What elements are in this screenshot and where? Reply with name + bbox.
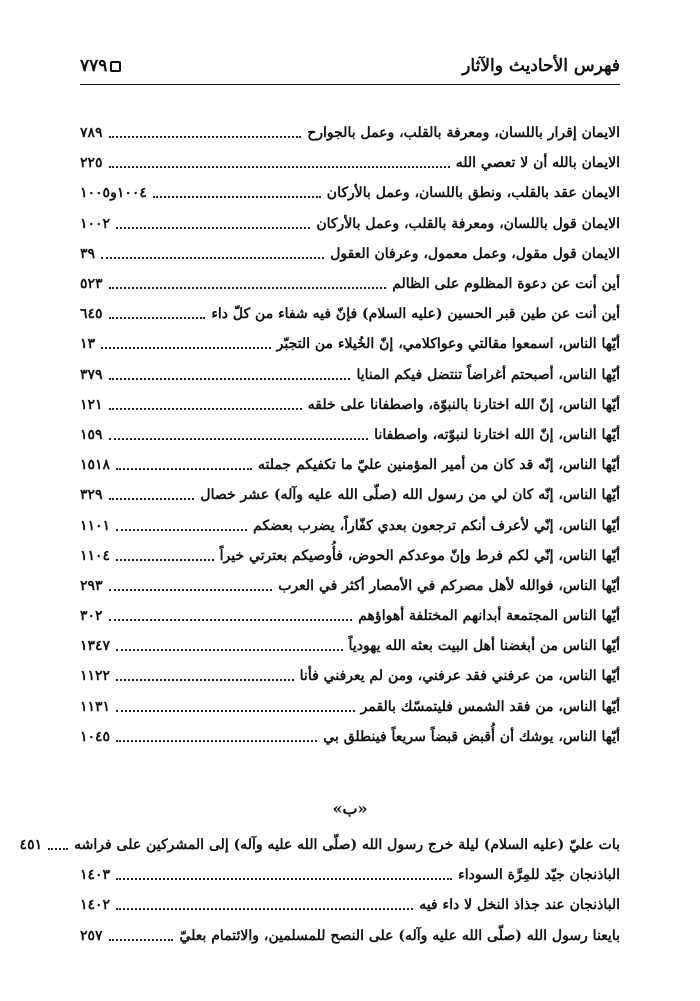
index-entry (80, 269, 620, 299)
index-entry (80, 299, 620, 329)
page-title: فهرس الأحاديث والآثار (462, 56, 620, 76)
dot-leader (116, 679, 294, 681)
index-entry (80, 209, 620, 239)
entry-text: أين أنت عن طين قبر الحسين (عليه السلام) فإنّ فيه شفاء من كلّ داء (211, 306, 620, 323)
index-entry (80, 661, 620, 691)
index-entry (80, 239, 620, 269)
dot-leader (109, 438, 369, 440)
entry-page-number: ٣٧٩ (80, 366, 103, 383)
dot-leader (116, 710, 355, 712)
entry-text: الايمان قول باللسان، ومعرفة بالقلب، وعمل بالأركان (316, 215, 620, 232)
dot-leader (48, 848, 68, 850)
dot-leader (116, 227, 310, 229)
page-number (80, 56, 121, 76)
index-entry (80, 450, 620, 480)
dot-leader (116, 529, 247, 531)
entry-text: الباذنجان جيّد للمِرَّة السوداء (458, 867, 620, 884)
index-entry (80, 692, 620, 722)
entry-page-number: ١٢١ (80, 396, 103, 413)
entry-page-number: ١٠٤٥ (80, 728, 111, 745)
entry-page-number: ٥٢٣ (80, 276, 103, 293)
entry-text: أيّها الناس، إنّ الله اختارنا بالنبوّة، واصطفانا على خلقه (307, 396, 620, 413)
index-entry (80, 890, 620, 920)
index-entry (80, 360, 620, 390)
index-list-ba (19, 830, 620, 951)
dot-leader (116, 908, 413, 910)
entry-text: بات عليّ (عليه السلام) ليلة خرج رسول الله (صلّى الله عليه وآله) إلى المشركين على فراشه (74, 837, 620, 854)
page-header (80, 52, 620, 82)
dot-leader (116, 649, 342, 651)
entry-page-number: ١٤٠٢ (80, 897, 111, 914)
index-entry (80, 601, 620, 631)
entry-text: الايمان قول مقول، وعمل معمول، وعرفان العقول (330, 245, 620, 262)
index-list-alif (80, 118, 620, 752)
entry-page-number: ٣٠٢ (80, 608, 103, 625)
entry-text: أيّها الناس، من فقد الشمس فليتمسّك بالقمر (360, 698, 620, 715)
entry-page-number: ١١٢٢ (80, 668, 111, 685)
entry-page-number: ١٥١٨ (80, 457, 111, 474)
dot-leader (116, 559, 214, 561)
entry-page-number: ١٣٤٧ (80, 638, 111, 655)
index-entry (80, 921, 620, 951)
entry-page-number: ١٠٠٤و١٠٠٥ (80, 185, 147, 202)
dot-leader (109, 166, 450, 168)
index-entry (80, 178, 620, 208)
dot-leader (109, 136, 302, 138)
entry-page-number: ٣٢٩ (80, 487, 103, 504)
entry-text: بايعنا رسول الله (صلّى الله عليه وآله) على النصح للمسلمين، والائتمام بعليّ (179, 927, 620, 944)
entry-text: أيّها الناس، فوالله لأهل مصركم في الأمصار أكثر في العرب (278, 577, 620, 594)
entry-text: أيّها الناس، إنّه قد كان من أمير المؤمنين عليّ ما تكفيكم جملته (257, 457, 620, 474)
header-rule (80, 84, 620, 85)
entry-page-number: ١٤٠٣ (80, 867, 111, 884)
entry-page-number: ١٠٠٢ (80, 215, 111, 232)
entry-text: الباذنجان عند جذاذ النخل لا داء فيه (419, 897, 620, 914)
entry-page-number: ١١٠٤ (80, 547, 111, 564)
index-entry (80, 390, 620, 420)
entry-text: أيّها الناس، من عرفني فقد عرفني، ومن لم يعرفني فأنا (299, 668, 620, 685)
dot-leader (101, 257, 324, 259)
index-entry (80, 860, 620, 890)
dot-leader (101, 347, 271, 349)
entry-text: أيّها الناس، إنّي لأعرف أنكم ترجعون بعدي كفّاراً، يضرب بعضكم (253, 517, 620, 534)
dot-leader (116, 878, 452, 880)
dot-leader (153, 196, 321, 198)
entry-page-number: ١٣ (80, 336, 96, 353)
entry-text: الايمان إقرار باللسان، ومعرفة بالقلب، وعمل بالجوارح (307, 125, 620, 142)
entry-page-number: ٦٤٥ (80, 306, 103, 323)
entry-text: الايمان بالله أن لا تعصي الله (455, 155, 620, 172)
index-entry (80, 541, 620, 571)
index-entry (80, 510, 620, 540)
dot-leader (109, 939, 174, 941)
dot-leader (109, 498, 195, 500)
entry-text: أيّها الناس، يوشك أن أُقبض قبضاً سريعاً فينطلق بي (323, 728, 620, 745)
index-entry (80, 722, 620, 752)
entry-page-number: ١٥٩ (80, 426, 103, 443)
dot-leader (116, 740, 317, 742)
entry-text: أيّها الناس، إنّي لكم فرط وإنّ موعدكم الحوض، فأُوصيكم بعترتي خيراً (219, 547, 620, 564)
section-heading-ba: «ب» (332, 799, 368, 818)
entry-text: أيّها الناس من أبغضنا أهل البيت بعثه الله يهودياً (348, 638, 620, 655)
dot-leader (109, 619, 353, 621)
entry-text: الايمان عقد بالقلب، ونطق باللسان، وعمل بالأركان (326, 185, 620, 202)
entry-page-number: ٢٢٥ (80, 155, 103, 172)
index-entry (80, 480, 620, 510)
index-entry (80, 420, 620, 450)
dot-leader (109, 287, 387, 289)
index-entry (80, 329, 620, 359)
entry-page-number: ٣٩ (80, 245, 96, 262)
index-entry (19, 830, 620, 860)
index-entry (80, 571, 620, 601)
entry-text: أيّها الناس المجتمعة أبدانهم المختلفة أهواؤهم (358, 608, 620, 625)
dot-leader (109, 589, 273, 591)
entry-page-number: ٢٩٣ (80, 577, 103, 594)
entry-page-number: ٧٨٩ (80, 125, 103, 142)
entry-text: أيّها الناس، اسمعوا مقالتي وعواكلامي، إنّ الخُيلاء من التجبّر (276, 336, 620, 353)
entry-page-number: ١١٠١ (80, 517, 111, 534)
entry-text: أين أنت عن دعوة المظلوم على الظالم (392, 276, 620, 293)
dot-leader (109, 408, 302, 410)
book-icon (110, 61, 121, 72)
entry-text: أيّها الناس، إنّ الله اختارنا لنبوّته، واصطفانا (374, 426, 620, 443)
index-entry (80, 118, 620, 148)
entry-page-number: ٤٥١ (19, 837, 43, 854)
entry-page-number: ٢٥٧ (80, 927, 103, 944)
dot-leader (116, 468, 252, 470)
index-entry (80, 631, 620, 661)
entry-text: أيّها الناس، إنّه كان لي من رسول الله (صلّى الله عليه وآله) عشر خصال (200, 487, 620, 504)
entry-text: أيّها الناس، أصبحتم أغراضاً تنتضل فيكم المنايا (356, 366, 620, 383)
dot-leader (109, 317, 206, 319)
dot-leader (109, 378, 351, 380)
index-entry (80, 148, 620, 178)
page-number-text: ٧٧٩ (80, 56, 108, 76)
entry-page-number: ١١٣١ (80, 698, 111, 715)
